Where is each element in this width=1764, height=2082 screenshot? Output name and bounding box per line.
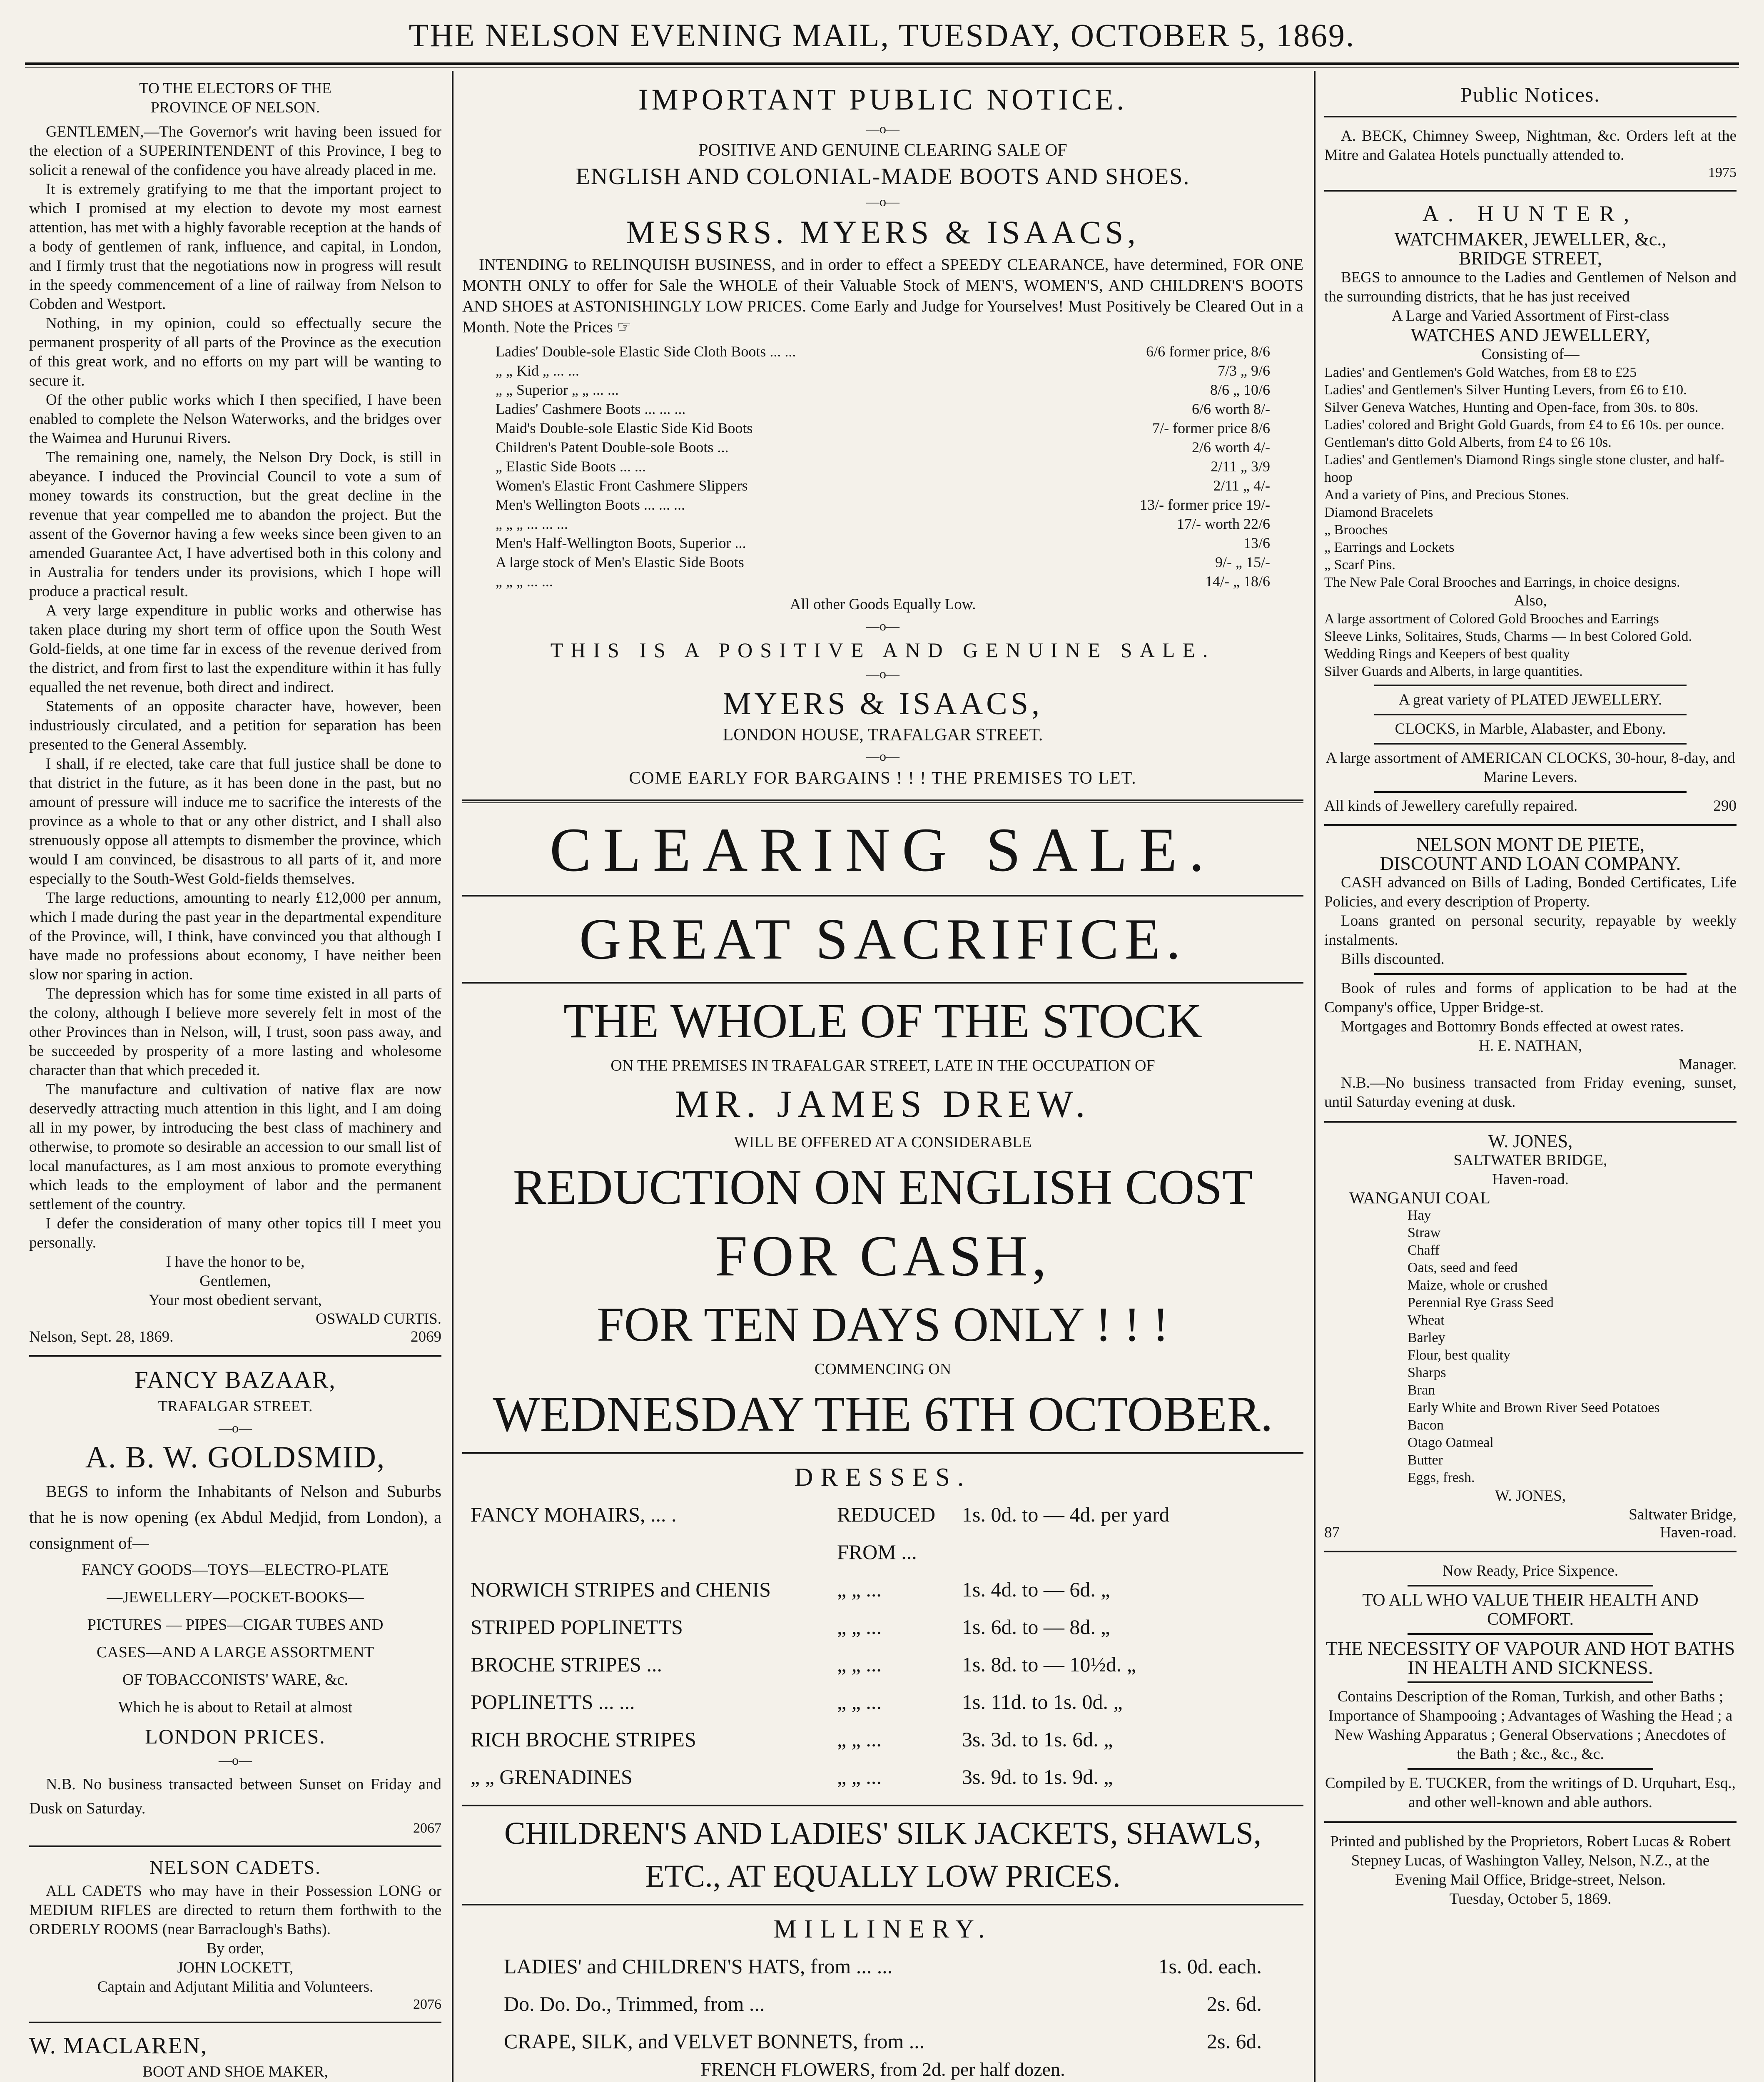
jewellery-list <box>1324 364 1737 591</box>
divider <box>1374 743 1687 745</box>
divider <box>462 1805 1303 1806</box>
separator: —o— <box>866 194 899 209</box>
ad-address: SALTWATER BRIDGE, <box>1453 1152 1607 1169</box>
note: CLOCKS, in Marble, Alabaster, and Ebony. <box>1395 720 1666 737</box>
ad-number: 2076 <box>413 1997 441 2012</box>
separator: —o— <box>866 749 899 764</box>
list-item: Ladies' and Gentlemen's Silver Hunting Levers, from £6 to £10. <box>1324 382 1687 398</box>
list-item: WANGANUI COAL <box>1349 1188 1490 1207</box>
signature: H. E. NATHAN, <box>1479 1037 1582 1054</box>
column-left <box>29 79 441 2082</box>
dress-row: STRIPED POPLINETTS „ „ ... 1s. 6d. to — 8d. „ <box>471 1615 1110 1639</box>
divider <box>1324 116 1737 117</box>
price-row: Women's Elastic Front Cashmere Slippers 2/11 „ 4/- <box>496 477 1270 494</box>
list-item: Barley <box>1408 1330 1445 1345</box>
maclaren-ad <box>29 2032 441 2082</box>
divider <box>1408 1585 1653 1586</box>
ad-subtitle: COMMENCING ON <box>814 1360 952 1378</box>
rank: Captain and Adjutant Militia and Volunteers. <box>97 1978 374 1995</box>
ad-subtitle: WATCHMAKER, JEWELLER, &c., <box>1394 229 1667 249</box>
paragraph: Statements of an opposite character have, however, been industriously circulated, and a petition for separation has been presented to the General Assembly. <box>29 698 441 753</box>
list-item: Sleeve Links, Solitaires, Studs, Charms — In best Colored Gold. <box>1324 629 1692 644</box>
millinery-list <box>462 1948 1303 2060</box>
paragraph: BEGS to announce to the Ladies and Gentlemen of Nelson and the surrounding districts, that he has just received <box>1324 269 1737 305</box>
ad-name: W. MACLAREN, <box>29 2033 207 2059</box>
note: Also, <box>1514 592 1547 609</box>
price-row: „ Elastic Side Boots ... ... 2/11 „ 3/9 <box>496 458 1270 475</box>
column-divider <box>452 71 453 2082</box>
section-heading: DRESSES. <box>794 1463 972 1492</box>
divider <box>1324 824 1737 826</box>
headline: FOR TEN DAYS ONLY ! ! ! <box>597 1297 1169 1352</box>
price-row: Maid's Double-sole Elastic Side Kid Boots 7/- former price 8/6 <box>496 420 1270 436</box>
divider <box>462 982 1303 984</box>
divider <box>29 1845 441 1847</box>
ad-title: FANCY BAZAAR, <box>135 1366 336 1393</box>
list-item: Early White and Brown River Seed Potatoes <box>1408 1400 1660 1415</box>
ad-title: DISCOUNT AND LOAN COMPANY. <box>1380 853 1681 874</box>
imprint: Printed and published by the Proprietors, Robert Lucas & Robert Stepney Lucas, of Washington Valley, Nelson, N.Z., at the Evening Mail Office, Bridge-street, Nelson. <box>1330 1833 1731 1888</box>
electors-notice <box>29 79 441 1346</box>
paragraph: I defer the consideration of many other topics till I meet you personally. <box>29 1215 441 1251</box>
list-item: Ladies' and Gentlemen's Gold Watches, from £8 to £25 <box>1324 365 1637 380</box>
paragraph: The depression which has for some time existed in all parts of the colony, although I believe more severely felt in most of the other Provinces than in Nelson, will, I trust, soon pass away, and be succeeded by prosperity of a more lasting and wholesome character than that which preceded it. <box>29 985 441 1079</box>
ad-address: BRIDGE STREET, <box>1459 248 1602 269</box>
list-item: „ Brooches <box>1324 522 1388 538</box>
note: Now Ready, Price Sixpence. <box>1443 1562 1618 1579</box>
cadets-notice <box>29 1856 441 2012</box>
section-heading: Public Notices. <box>1460 83 1600 106</box>
price-list <box>462 338 1303 595</box>
list-item: Perennial Rye Grass Seed <box>1408 1295 1554 1310</box>
section-heading: MILLINERY. <box>773 1915 992 1943</box>
list-item: Ladies' and Gentlemen's Diamond Rings single stone cluster, and half-hoop <box>1324 452 1724 485</box>
separator: —o— <box>866 618 899 633</box>
goods-line: PICTURES — PIPES—CIGAR TUBES AND <box>87 1616 384 1634</box>
ad-name: W. JONES, <box>1488 1131 1573 1151</box>
headline: CLEARING SALE. <box>549 815 1216 884</box>
separator: —o— <box>866 666 899 681</box>
dress-row: RICH BROCHE STRIPES „ „ ... 3s. 3d. to 1s. 6d. „ <box>471 1728 1113 1751</box>
ad-heading: THIS IS A POSITIVE AND GENUINE SALE. <box>550 638 1216 662</box>
goods-line: CASES—AND A LARGE ASSORTMENT <box>97 1644 374 1661</box>
ad-address: Haven-road. <box>1660 1524 1737 1541</box>
paragraph: Compiled by E. TUCKER, from the writings of D. Urquhart, Esq., and other well-known and able authors. <box>1325 1775 1736 1811</box>
signature: JOHN LOCKETT, <box>177 1959 294 1976</box>
goods-list <box>1324 1189 1737 1487</box>
ad-heading: TO ALL WHO VALUE THEIR HEALTH AND COMFORT. <box>1362 1591 1699 1629</box>
divider <box>1408 1768 1653 1770</box>
divider <box>1374 714 1687 715</box>
ad-subtitle: POSITIVE AND GENUINE CLEARING SALE OF <box>698 141 1067 160</box>
headline: WEDNESDAY THE 6TH OCTOBER. <box>493 1386 1273 1442</box>
goods-line: Which he is about to Retail at almost <box>118 1698 353 1716</box>
note: Consisting of— <box>1481 346 1580 363</box>
column-center <box>462 79 1303 2082</box>
headline: ETC., AT EQUALLY LOW PRICES. <box>645 1859 1121 1894</box>
ad-title: THE NECESSITY OF VAPOUR AND HOT BATHS IN HEALTH AND SICKNESS. <box>1325 1638 1735 1678</box>
ad-heading: LONDON PRICES. <box>145 1725 326 1748</box>
paragraph: I shall, if re elected, take care that full justice shall be done to that district in the future, as it has been done in the past, but no amount of pressure will induce me to sacrifice the interests of the province as a whole to that or any other district, and I shall also strenuously oppose all attempts to dismember the province, which would I am convinced, be disastrous to all parts of it, and more especially to the South-West Gold-fields themselves. <box>29 755 441 887</box>
price-row: Ladies' Double-sole Elastic Side Cloth Boots ... ... 6/6 former price, 8/6 <box>496 343 1270 360</box>
headline: THE WHOLE OF THE STOCK <box>563 994 1202 1048</box>
list-item: Wheat <box>1408 1312 1445 1328</box>
list-item: Bran <box>1408 1382 1435 1398</box>
price-row: A large stock of Men's Elastic Side Boots 9/- „ 15/- <box>496 554 1270 570</box>
divider <box>1324 1121 1737 1123</box>
note: All kinds of Jewellery carefully repaired. <box>1324 797 1578 814</box>
ad-address: Haven-road. <box>1492 1171 1569 1188</box>
masthead <box>0 0 1764 62</box>
separator: —o— <box>866 121 899 136</box>
paragraph: N.B. No business transacted between Sunset on Friday and Dusk on Saturday. <box>29 1776 441 1817</box>
ad-title: IMPORTANT PUBLIC NOTICE. <box>638 83 1128 116</box>
paragraph: The remaining one, namely, the Nelson Dry Dock, is still in abeyance. I induced the Provincial Council to vote a sum of money towards its construction, but the great decline in the revenue that year compelled me to abandon the project. But the assent of the Governor having a few weeks since been given to an amended Guarantee Act, I have advertised both in this colony and in Australia for tenders under its provisions, which I hope will produce a practical result. <box>29 449 441 600</box>
divider <box>29 1355 441 1357</box>
list-item: Gentleman's ditto Gold Alberts, from £4 to £6 10s. <box>1324 435 1612 450</box>
goods-line: OF TOBACCONISTS' WARE, &c. <box>122 1671 349 1689</box>
paragraph: A very large expenditure in public works and otherwise has taken place during my short term of office upon the South West Gold-fields, at one time far in excess of the revenue derived from the district, and from first to last the expenditure within it has fully equalled the net revenue, both direct and indirect. <box>29 602 441 696</box>
divider <box>462 895 1303 897</box>
list-item: Butter <box>1408 1452 1443 1468</box>
paragraph: CASH advanced on Bills of Lading, Bonded Certificates, Life Policies, and every description of Property. <box>1324 874 1737 910</box>
dress-row: POPLINETTS ... ... „ „ ... 1s. 11d. to 1s. 0d. „ <box>471 1690 1123 1713</box>
divider <box>462 799 1303 803</box>
ad-number: 2069 <box>411 1328 441 1345</box>
column-divider <box>1314 71 1316 2082</box>
dateline: Nelson, Sept. 28, 1869. <box>29 1328 174 1345</box>
price-row: Men's Half-Wellington Boots, Superior ... 13/6 <box>496 535 1270 551</box>
ad-number: 2067 <box>413 1821 441 1836</box>
divider <box>462 1904 1303 1905</box>
ad-subtitle: TRAFALGAR STREET. <box>158 1398 313 1415</box>
paragraph: Bills discounted. <box>1341 951 1445 968</box>
ad-heading: ENGLISH AND COLONIAL-MADE BOOTS AND SHOES. <box>576 164 1190 189</box>
list-item: „ Scarf Pins. <box>1324 557 1395 573</box>
note: A great variety of PLATED JEWELLERY. <box>1398 691 1662 708</box>
paragraph: A. BECK, Chimney Sweep, Nightman, &c. Orders left at the Mitre and Galatea Hotels punctually attended to. <box>1324 127 1737 164</box>
list-item: Flour, best quality <box>1408 1347 1511 1363</box>
list-item: Silver Geneva Watches, Hunting and Open-face, from 30s. to 80s. <box>1324 400 1699 415</box>
note: A Large and Varied Assortment of First-class <box>1391 307 1669 324</box>
list-item: Diamond Bracelets <box>1324 505 1433 520</box>
paragraph: The large reductions, amounting to nearly £12,000 per annum, which I made during the past year in the departmental expenditure of the Province, will, I think, have convinced you that although I have made no professions about economy, I have neither been slow nor sparing in action. <box>29 889 441 983</box>
imprint-date: Tuesday, October 5, 1869. <box>1449 1890 1612 1908</box>
dress-row: BROCHE STRIPES ... „ „ ... 1s. 8d. to — 10½d. „ <box>471 1653 1136 1676</box>
paragraph: It is extremely gratifying to me that the important project to which I promised at my election to devote my most earnest attention, has met with a highly favorable reception at the hands of a body of gentlemen of rank, influence, and capital, in London, and I firmly trust that the negotiations now in progress will result in the speedy commencement of a line of railway from Nelson to Cobden and Westport. <box>29 181 441 313</box>
divider <box>1374 791 1687 793</box>
firm-name: MYERS & ISAACS, <box>723 686 1043 721</box>
price-row: Ladies' Cashmere Boots ... ... ... 6/6 worth 8/- <box>496 401 1270 417</box>
dress-list <box>462 1496 1303 1796</box>
paragraph: Mortgages and Bottomry Bonds effected at owest rates. <box>1341 1018 1684 1035</box>
signature-title: Manager. <box>1679 1056 1737 1073</box>
list-item: Wedding Rings and Keepers of best quality <box>1324 646 1570 662</box>
paragraph: Loans granted on personal security, repayable by weekly instalments. <box>1324 912 1737 949</box>
paragraph: GENTLEMEN,—The Governor's writ having been issued for the election of a SUPERINTENDENT of this Province, I beg to solicit a renewal of the confidence you have already placed in me. <box>29 123 441 179</box>
signature: OSWALD CURTIS. <box>315 1310 441 1327</box>
paragraph: ALL CADETS who may have in their Possession LONG or MEDIUM RIFLES are directed to return them forthwith to the ORDERLY ROOMS (near Barraclough's Baths). <box>29 1883 441 1938</box>
paragraph: Nothing, in my opinion, could so effectually secure the permanent prosperity of all parts of the Province as the execution of this great work, and no efforts on my part will be wanting to secure it. <box>29 315 441 389</box>
divider <box>29 2022 441 2023</box>
list-item: Ladies' colored and Bright Gold Guards, from £4 to £6 10s. per ounce. <box>1324 417 1724 433</box>
list-item: Straw <box>1408 1225 1441 1240</box>
ad-number: 1975 <box>1708 165 1737 180</box>
list-item: Otago Oatmeal <box>1408 1435 1494 1450</box>
ad-heading: WATCHES AND JEWELLERY, <box>1410 325 1650 345</box>
list-item: Oats, seed and feed <box>1408 1260 1518 1275</box>
ad-title: NELSON MONT DE PIETE, <box>1416 834 1645 855</box>
separator: —o— <box>219 1753 252 1768</box>
list-item: Chaff <box>1408 1243 1440 1258</box>
list-item: A large assortment of Colored Gold Brooches and Earrings <box>1324 611 1659 627</box>
note: All other Goods Equally Low. <box>790 596 976 613</box>
price-row: „ „ Superior „ „ ... ... 8/6 „ 10/6 <box>496 381 1270 398</box>
paragraph: INTENDING to RELINQUISH BUSINESS, and in order to effect a SPEEDY CLEARANCE, have determined, FOR ONE MONTH ONLY to offer for Sale the WHOLE of their Valuable Stock of MEN'S, WOMEN'S, AND CHILDREN'S BOOTS AND SHOES at ASTONISHINGLY LOW PRICES. Come Early and Judge for Yourselves! Must Positively be Cleared Out in a Month. Note the Prices ☞ <box>462 256 1303 336</box>
ad-subtitle: WILL BE OFFERED AT A CONSIDERABLE <box>734 1133 1032 1151</box>
price-row: „ „ Kid „ ... ... 7/3 „ 9/6 <box>496 362 1270 379</box>
masthead-title: THE NELSON EVENING MAIL, TUESDAY, OCTOBER 5, 1869. <box>409 17 1355 53</box>
closing: Gentlemen, <box>199 1273 271 1290</box>
ad-subtitle: ON THE PREMISES IN TRAFALGAR STREET, LATE IN THE OCCUPATION OF <box>610 1057 1155 1074</box>
list-item: The New Pale Coral Brooches and Earrings, in choice designs. <box>1324 575 1680 590</box>
millinery-row: LADIES' and CHILDREN'S HATS, from ... ... 1s. 0d. each. <box>504 1955 1262 1978</box>
note: FRENCH FLOWERS, from 2d. per half dozen. <box>700 2059 1065 2080</box>
divider <box>462 1452 1303 1454</box>
headline: MR. JAMES DREW. <box>675 1083 1091 1125</box>
paragraph: Of the other public works which I then specified, I have been enabled to complete the Nelson Waterworks, and the bridges over the Waimea and Hurunui Rivers. <box>29 391 441 447</box>
closing: By order, <box>206 1940 264 1957</box>
headline: CHILDREN'S AND LADIES' SILK JACKETS, SHAWLS, <box>504 1816 1261 1851</box>
ad-number: 290 <box>1713 797 1737 814</box>
headline: REDUCTION ON ENGLISH COST <box>513 1159 1253 1215</box>
closing: Your most obedient servant, <box>149 1292 322 1309</box>
goods-line: FANCY GOODS—TOYS—ELECTRO-PLATE <box>82 1561 389 1579</box>
headline: FOR CASH, <box>715 1224 1051 1288</box>
signature: W. JONES, <box>1495 1487 1566 1504</box>
divider <box>1374 973 1687 975</box>
fancy-bazaar-ad <box>29 1366 441 1836</box>
firm-address: LONDON HOUSE, TRAFALGAR STREET. <box>723 725 1043 745</box>
note: A large assortment of AMERICAN CLOCKS, 30-hour, 8-day, and Marine Levers. <box>1325 750 1735 786</box>
dress-row: „ „ GRENADINES „ „ ... 3s. 9d. to 1s. 9d. „ <box>471 1765 1113 1788</box>
dress-row: FANCY MOHAIRS, ... . REDUCED FROM ... 1s. 0d. to — 4d. per yard <box>471 1503 1170 1564</box>
ad-name: A. HUNTER, <box>1422 201 1639 226</box>
column-right <box>1324 79 1737 2082</box>
divider <box>1374 685 1687 686</box>
millinery-row: Do. Do. Do., Trimmed, from ... 2s. 6d. <box>504 1992 1262 2015</box>
divider <box>1408 1633 1653 1635</box>
notice-title: TO THE ELECTORS OF THE <box>139 80 331 97</box>
dress-row: NORWICH STRIPES and CHENIS „ „ ... 1s. 4d. to — 6d. „ <box>471 1578 1110 1601</box>
divider <box>1408 1681 1653 1683</box>
paragraph: Book of rules and forms of application to be had at the Company's office, Upper Bridge-st. <box>1324 980 1737 1016</box>
closing: I have the honor to be, <box>166 1253 305 1270</box>
divider <box>1324 1821 1737 1823</box>
price-row: „ „ „ ... ... 14/- „ 18/6 <box>496 573 1270 590</box>
ad-title: NELSON CADETS. <box>149 1857 321 1878</box>
separator: —o— <box>219 1420 252 1435</box>
list-item: Maize, whole or crushed <box>1408 1278 1548 1293</box>
notice-title: PROVINCE OF NELSON. <box>150 99 320 116</box>
ad-number: 87 <box>1324 1524 1340 1541</box>
paragraph: BEGS to inform the Inhabitants of Nelson and Suburbs that he is now opening (ex Abdul Medjid, from London), a consignment of— <box>29 1482 441 1552</box>
price-row: Children's Patent Double-sole Boots ... 2/6 worth 4/- <box>496 439 1270 456</box>
divider <box>1324 190 1737 192</box>
headline: GREAT SACRIFICE. <box>579 907 1187 971</box>
list-item: Eggs, fresh. <box>1408 1470 1475 1485</box>
price-row: Men's Wellington Boots ... ... ... 13/- former price 19/- <box>496 496 1270 513</box>
list-item: Silver Guards and Alberts, in large quantities. <box>1324 664 1583 679</box>
paragraph: Contains Description of the Roman, Turkish, and other Baths ; Importance of Shampooing ; Advantages of Washing the Head ; a New Washing Apparatus ; General Observations ; Anecdotes of the Bath ; &c., &c., &c. <box>1328 1688 1733 1763</box>
list-item: „ Earrings and Lockets <box>1324 540 1455 555</box>
ad-name: A. B. W. GOLDSMID, <box>85 1440 386 1474</box>
firm-name: MESSRS. MYERS & ISAACS, <box>626 214 1140 250</box>
millinery-row: CRAPE, SILK, and VELVET BONNETS, from ... 2s. 6d. <box>504 2030 1262 2053</box>
masthead-rule <box>25 62 1739 65</box>
list-item: Hay <box>1408 1208 1431 1223</box>
paragraph: The manufacture and cultivation of native flax are now deservedly attracting much attention in this light, and I am doing all in my power, by introducing the best class of machinery and otherwise, to promote so desirable an accession to our small list of local manufactures, as I am most anxious to promote everything which leads to the employment of labor and the permanent settlement of the country. <box>29 1081 441 1213</box>
list-item: And a variety of Pins, and Precious Stones. <box>1324 487 1570 503</box>
divider <box>1324 1551 1737 1552</box>
paragraph: N.B.—No business transacted from Friday evening, sunset, until Saturday evening at dusk. <box>1324 1074 1737 1111</box>
ad-address: Saltwater Bridge, <box>1629 1506 1737 1523</box>
masthead-rule-thin <box>25 67 1739 68</box>
list-item: Bacon <box>1408 1417 1444 1433</box>
list-item: Sharps <box>1408 1365 1446 1380</box>
goods-line: —JEWELLERY—POCKET-BOOKS— <box>107 1589 364 1606</box>
ad-subtitle: BOOT AND SHOE MAKER, <box>142 2063 328 2080</box>
ad-heading: COME EARLY FOR BARGAINS ! ! ! THE PREMISES TO LET. <box>629 769 1137 788</box>
price-row: „ „ „ ... ... ... 17/- worth 22/6 <box>496 516 1270 532</box>
jewellery-list <box>1324 610 1737 680</box>
